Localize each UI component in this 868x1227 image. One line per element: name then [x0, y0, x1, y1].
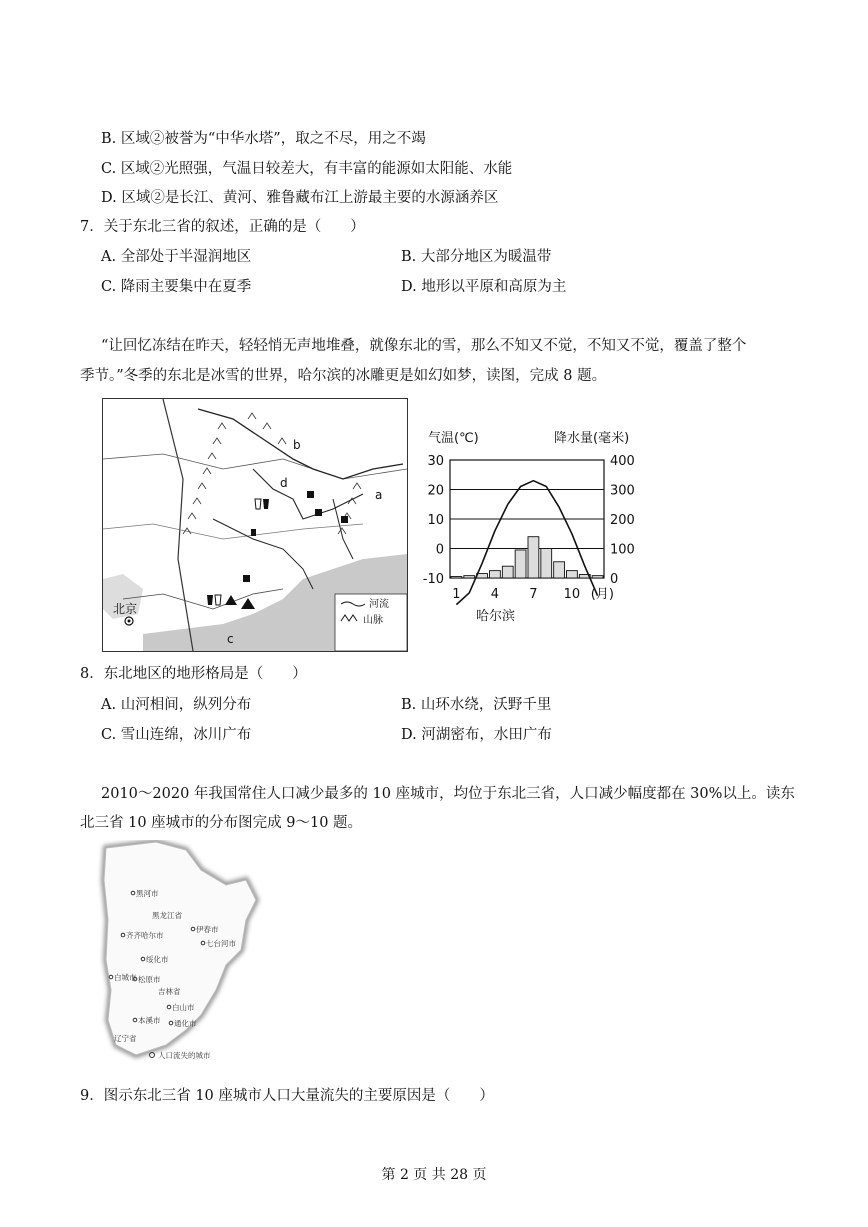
passage1-line1: “让回忆冻结在昨天，轻轻悄无声地堆叠，就像东北的雪，那么不知又不觉，不知又不觉，覆盖了整个 — [101, 338, 747, 354]
city-label: 黑河市 — [136, 889, 159, 898]
precip-bar — [464, 576, 475, 578]
chart-title: 哈尔滨 — [476, 609, 516, 624]
y-tick-label: 30 — [427, 454, 444, 469]
precip-bar — [554, 562, 565, 578]
label-b: b — [293, 438, 301, 452]
label-d: d — [280, 476, 288, 490]
x-axis-label: (月) — [590, 587, 614, 602]
y2-tick-label: 300 — [610, 483, 635, 499]
temperature-line — [456, 481, 597, 605]
x-tick-label: 7 — [529, 587, 538, 602]
passage2-line2: 北三省 10 座城市的分布图完成 9～10 题。 — [80, 815, 363, 831]
city-label: 辽宁省 — [114, 1034, 137, 1043]
city-label: 通化市 — [174, 1019, 197, 1028]
precip-bar — [451, 577, 462, 578]
city-label: 绥化市 — [146, 955, 169, 964]
legend-river: 河流 — [369, 599, 389, 610]
y2-tick-label: 100 — [610, 542, 635, 558]
legend-mountain: 山脉 — [363, 615, 383, 626]
x-tick-label: 4 — [490, 587, 500, 602]
city-label: 伊春市 — [196, 925, 219, 934]
q8-option-d: D. 河湖密布，水田广布 — [401, 727, 552, 743]
label-c: c — [227, 632, 234, 646]
city-label: 松原市 — [138, 975, 161, 984]
q9-stem: 9．图示东北三省 10 座城市人口大量流失的主要原因是（ ） — [80, 1088, 494, 1104]
q7-option-b: B. 大部分地区为暖温带 — [401, 249, 552, 265]
precip-bar — [528, 537, 539, 578]
harbin-climate-chart — [418, 420, 648, 630]
x-tick-label: 10 — [563, 587, 581, 602]
y2-tick-label: 0 — [610, 572, 619, 587]
city-label: 七台河市 — [206, 939, 236, 948]
q8-option-c: C. 雪山连绵，冰川广布 — [101, 727, 252, 743]
q8-stem: 8．东北地区的地形格局是（ ） — [80, 666, 307, 682]
chart-ylabel: 气温(℃) — [428, 431, 479, 446]
label-a: a — [375, 488, 383, 502]
passage2-line1: 2010～2020 年我国常住人口减少最多的 10 座城市，均位于东北三省，人口减少幅度都在 30%以上。读东 — [101, 786, 795, 802]
precip-bar — [515, 550, 526, 578]
precip-bar — [567, 571, 578, 578]
precip-bar — [477, 574, 488, 578]
page-footer: 第 2 页 共 28 页 — [381, 1167, 487, 1183]
city-label: 本溪市 — [138, 1016, 161, 1025]
precip-bar — [502, 566, 513, 578]
q7-option-c: C. 降雨主要集中在夏季 — [101, 279, 252, 295]
q6-option-c: C. 区域②光照强，气温日较差大，有丰富的能源如太阳能、水能 — [101, 161, 513, 177]
city-distribution-map — [96, 840, 276, 1072]
y-tick-label: 10 — [427, 513, 444, 528]
y-tick-label: 0 — [435, 542, 444, 558]
city-label: 齐齐哈尔市 — [126, 931, 164, 940]
northeast-map — [102, 398, 408, 652]
q8-option-a: A. 山河相间，纵列分布 — [101, 697, 252, 713]
q7-option-d: D. 地形以平原和高原为主 — [401, 279, 567, 295]
q7-option-a: A. 全部处于半湿润地区 — [101, 249, 252, 265]
city-label: 黑龙江省 — [152, 911, 182, 920]
city-label: 白城市 — [114, 973, 137, 982]
chart-y2label: 降水量(毫米) — [554, 431, 630, 446]
q6-option-d: D. 区域②是长江、黄河、雅鲁藏布江上游最主要的水源涵养区 — [101, 190, 499, 206]
y-tick-label: -10 — [422, 572, 444, 587]
q6-option-b: B. 区域②被誉为“中华水塔”，取之不尽，用之不竭 — [101, 131, 426, 147]
city-label: 白山市 — [172, 1003, 195, 1012]
precip-bar — [592, 576, 603, 578]
precip-bar — [541, 549, 552, 579]
passage1-line2: 季节。”冬季的东北是冰雪的世界，哈尔滨的冰雕更是如幻如梦，读图，完成 8 题。 — [80, 368, 607, 384]
city-label: 吉林省 — [158, 987, 181, 996]
y2-tick-label: 400 — [610, 454, 635, 469]
y2-tick-label: 200 — [610, 513, 635, 528]
beijing-label: 北京 — [113, 602, 138, 616]
precip-bar — [490, 571, 501, 578]
map2-legend: 人口流失的城市 — [158, 1051, 211, 1060]
y-tick-label: 20 — [427, 483, 444, 499]
q7-stem: 7．关于东北三省的叙述，正确的是（ ） — [80, 219, 365, 235]
q8-option-b: B. 山环水绕，沃野千里 — [401, 697, 552, 713]
x-tick-label: 1 — [452, 587, 461, 602]
